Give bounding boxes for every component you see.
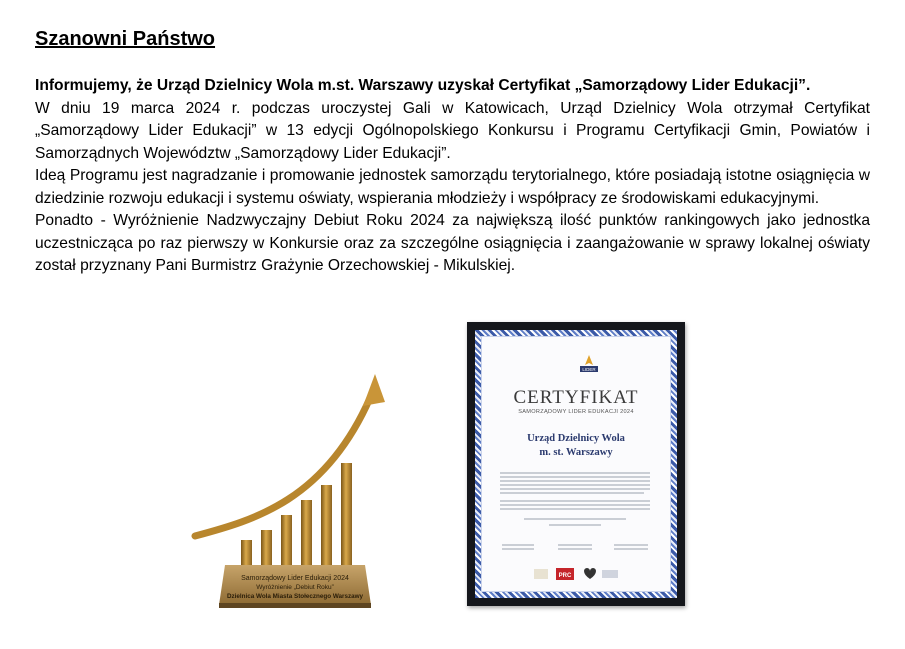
- trophy-plaque-line2: Wyróżnienie „Debiut Roku”: [256, 584, 334, 591]
- lider-logo-icon: [576, 353, 602, 377]
- certificate-recipient: [482, 432, 670, 460]
- certificate-recipient-line1: Urząd Dzielnicy Wola: [527, 433, 625, 444]
- page-heading: Szanowni Państwo: [35, 28, 216, 50]
- certificate-recipient-line2: m. st. Warszawy: [539, 447, 613, 458]
- trophy-plaque-line3: Dzielnica Wola Miasta Stołecznego Warszawy: [226, 593, 364, 600]
- trophy-plaque-line1: Samorządowy Lider Edukacji 2024: [241, 575, 349, 582]
- paragraph-debut-award: Ponadto - Wyróżnienie Nadzwyczajny Debiut Roku 2024 za największą ilość punktów rankingowych jako jednostka uczestnicząca po raz pierwszy w Konkursie oraz za szczególne osiągnięcia i zaangażowanie w sprawy lokalnej oświaty został przyznany Pani Burmistrz Grażynie Orzechowskiej - Mikulskiej.: [35, 212, 870, 274]
- logo-lider-text: LIDER: [582, 367, 596, 372]
- lead-paragraph: Informujemy, że Urząd Dzielnicy Wola m.st. Warszawy uzyskał Certyfikat „Samorządowy Lider Edukacji”.: [35, 77, 811, 94]
- certificate-image: [467, 322, 685, 606]
- certificate-fine-print: [494, 469, 656, 589]
- certificate-title: CERTYFIKAT: [513, 387, 639, 408]
- trophy-image: [185, 360, 395, 610]
- paragraph-gala: W dniu 19 marca 2024 r. podczas uroczystej Gali w Katowicach, Urząd Dzielnicy Wola otrzymał Certyfikat „Samorządowy Lider Edukacji” w 13 edycji Ogólnopolskiego Konkursu i Programu Certyfikacji Gmin, Powiatów i Samorządnych Województw „Samorządowy Lider Edukacji”.: [35, 99, 870, 162]
- certificate-subtitle: SAMORZĄDOWY LIDER EDUKACJI 2024: [518, 409, 634, 415]
- letter-body: [35, 75, 870, 278]
- certificate-paper: [481, 336, 671, 592]
- paragraph-program-idea: Ideą Programu jest nagradzanie i promowanie jednostek samorządu terytorialnego, które posiadają istotne osiągnięcia w dziedzinie rozwoju edukacji i systemu oświaty, wspierania młodzieży i współpracy ze środowiskami edukacyjnymi.: [35, 167, 870, 207]
- prc-logo-text: PRC: [558, 573, 572, 579]
